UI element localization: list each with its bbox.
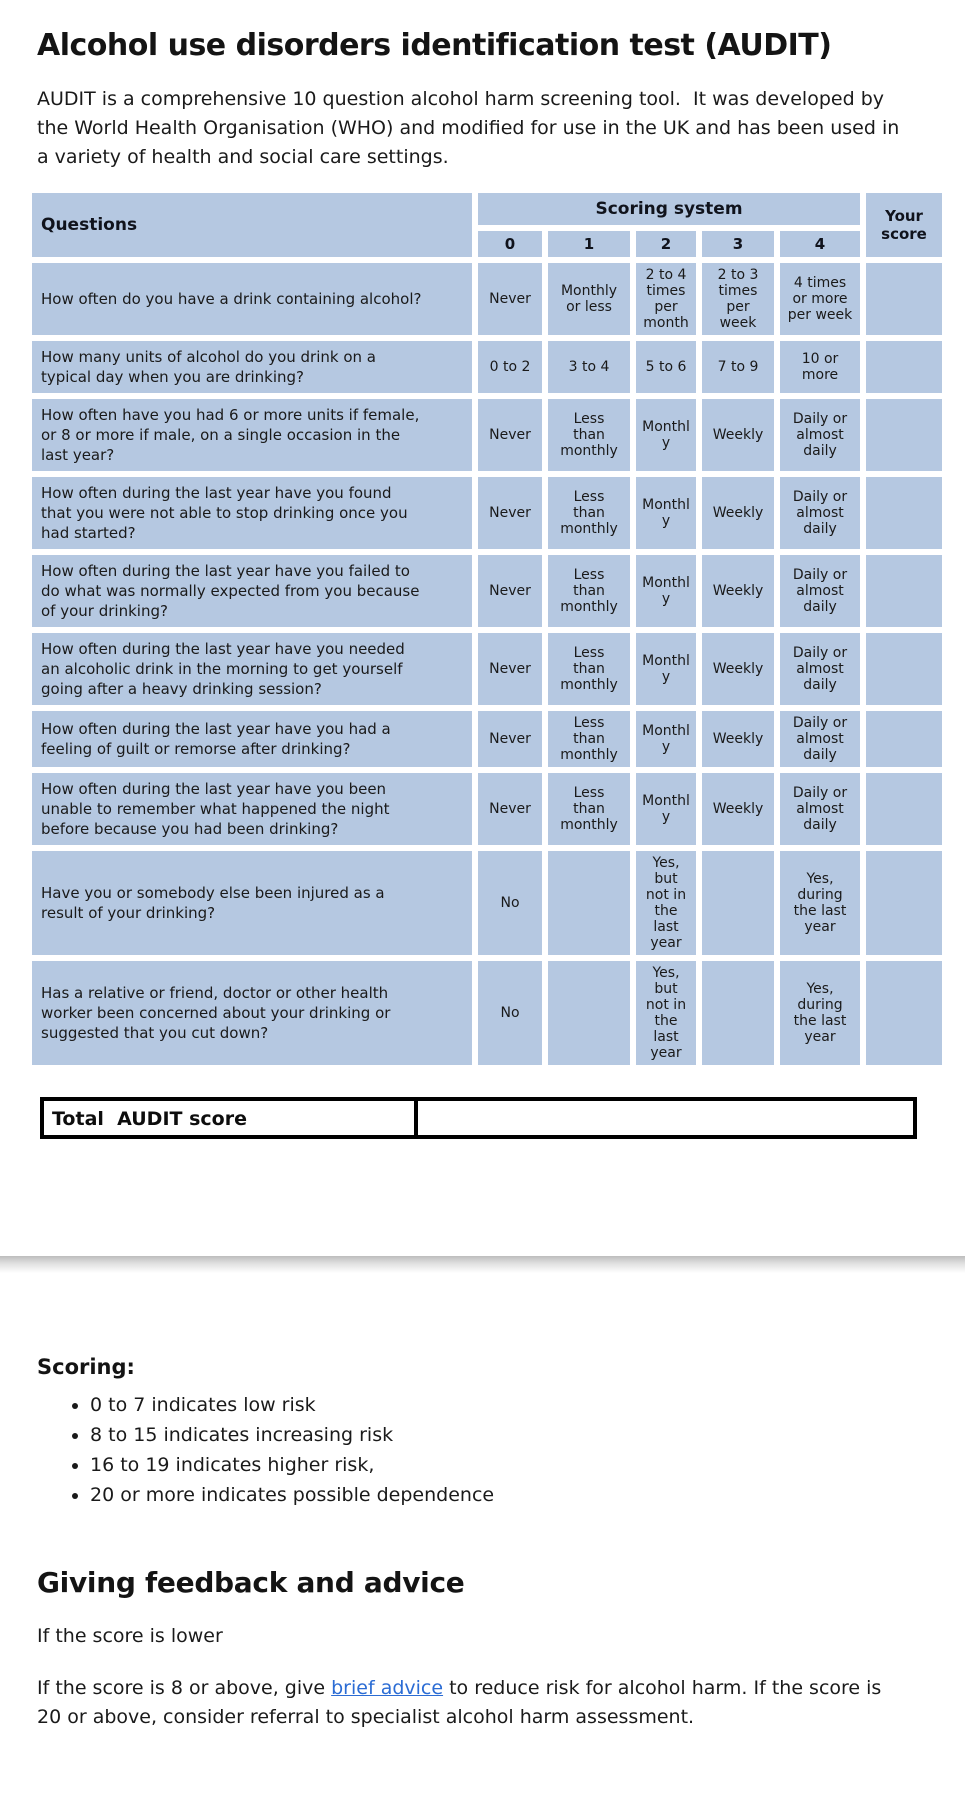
page-title: Alcohol use disorders identification test (AUDIT): [37, 28, 832, 63]
option-cell: [548, 851, 630, 955]
table-row: [32, 851, 942, 955]
table-row: [32, 711, 942, 767]
feedback-text-before-link: If the score is 8 or above, give: [37, 1677, 332, 1699]
score-column-4: 4: [780, 231, 860, 257]
option-cell: Yes, but not in the last year: [636, 961, 696, 1065]
audit-table: [26, 187, 948, 1071]
option-cell: Yes, during the last year: [780, 851, 860, 955]
your-score-cell: [866, 477, 942, 549]
score-column-0: 0: [478, 231, 542, 257]
your-score-cell: [866, 399, 942, 471]
option-cell: Never: [478, 555, 542, 627]
total-score-label: Total AUDIT score: [44, 1101, 418, 1135]
option-cell: Monthly or less: [548, 263, 630, 335]
option-cell: Daily or almost daily: [780, 399, 860, 471]
your-score-cell: [866, 633, 942, 705]
your-score-cell: [866, 341, 942, 393]
audit-table-body: [32, 263, 942, 1065]
option-cell: Never: [478, 477, 542, 549]
feedback-text-after-link: to reduce risk for alcohol harm. If the score is 20 or above, consider referral to specialist alcohol harm assessment.: [37, 1677, 882, 1728]
scoring-bullet-list: [37, 1395, 965, 1506]
table-row: [32, 773, 942, 845]
your-score-cell: [866, 711, 942, 767]
option-cell: 2 to 3 times per week: [702, 263, 774, 335]
option-cell: Never: [478, 399, 542, 471]
scoring-bullet: • 20 or more indicates possible dependence: [90, 1485, 965, 1506]
question-cell: How often have you had 6 or more units if female, or 8 or more if male, on a single occasion in the last year?: [32, 399, 472, 471]
scoring-bullet: • 16 to 19 indicates higher risk,: [90, 1455, 965, 1476]
score-column-3: 3: [702, 231, 774, 257]
scoring-bullet: • 0 to 7 indicates low risk: [90, 1395, 965, 1416]
total-score-value: [418, 1101, 913, 1135]
option-cell: Weekly: [702, 399, 774, 471]
option-cell: Monthly: [636, 555, 696, 627]
option-cell: Less than monthly: [548, 477, 630, 549]
question-cell: How often during the last year have you found that you were not able to stop drinking once you had started?: [32, 477, 472, 549]
option-cell: Monthly: [636, 399, 696, 471]
table-row: [32, 477, 942, 549]
scoring-heading: Scoring:: [37, 1355, 135, 1379]
option-cell: Monthly: [636, 477, 696, 549]
question-cell: How often during the last year have you had a feeling of guilt or remorse after drinking?: [32, 711, 472, 767]
table-header-row-1: [32, 193, 942, 225]
scoring-system-header: Scoring system: [478, 193, 860, 225]
question-cell: Have you or somebody else been injured as a result of your drinking?: [32, 851, 472, 955]
option-cell: Daily or almost daily: [780, 711, 860, 767]
brief-advice-link[interactable]: brief advice: [331, 1677, 444, 1699]
option-cell: Never: [478, 773, 542, 845]
option-cell: Less than monthly: [548, 399, 630, 471]
feedback-paragraph: [37, 1674, 909, 1732]
score-column-1: 1: [548, 231, 630, 257]
your-score-cell: [866, 961, 942, 1065]
your-score-cell: [866, 773, 942, 845]
option-cell: 10 or more: [780, 341, 860, 393]
option-cell: Monthly: [636, 773, 696, 845]
your-score-column-header: Your score: [866, 193, 942, 257]
feedback-heading: Giving feedback and advice: [37, 1566, 465, 1599]
your-score-cell: [866, 263, 942, 335]
option-cell: Less than monthly: [548, 633, 630, 705]
option-cell: Yes, during the last year: [780, 961, 860, 1065]
option-cell: Never: [478, 633, 542, 705]
intro-paragraph: AUDIT is a comprehensive 10 question alcohol harm screening tool. It was developed by the World Health Organisation (WHO) and modified for use in the UK and has been used in a variety of health and social care settings.: [37, 88, 906, 168]
option-cell: 0 to 2: [478, 341, 542, 393]
question-cell: How many units of alcohol do you drink on a typical day when you are drinking?: [32, 341, 472, 393]
question-cell: Has a relative or friend, doctor or other health worker been concerned about your drinking or suggested that you cut down?: [32, 961, 472, 1065]
option-cell: Never: [478, 711, 542, 767]
score-column-2: 2: [636, 231, 696, 257]
option-cell: 4 times or more per week: [780, 263, 860, 335]
option-cell: Monthly: [636, 711, 696, 767]
question-cell: How often during the last year have you been unable to remember what happened the night before because you had been drinking?: [32, 773, 472, 845]
option-cell: Monthly: [636, 633, 696, 705]
scoring-bullet: • 8 to 15 indicates increasing risk: [90, 1425, 965, 1446]
table-row: [32, 555, 942, 627]
option-cell: Weekly: [702, 555, 774, 627]
option-cell: Weekly: [702, 773, 774, 845]
option-cell: Yes, but not in the last year: [636, 851, 696, 955]
option-cell: No: [478, 851, 542, 955]
table-row: [32, 263, 942, 335]
option-cell: Less than monthly: [548, 711, 630, 767]
option-cell: 5 to 6: [636, 341, 696, 393]
option-cell: Less than monthly: [548, 773, 630, 845]
option-cell: Daily or almost daily: [780, 555, 860, 627]
option-cell: 3 to 4: [548, 341, 630, 393]
question-cell: How often do you have a drink containing alcohol?: [32, 263, 472, 335]
page-break-separator: [0, 1256, 965, 1273]
table-row: [32, 341, 942, 393]
option-cell: [702, 851, 774, 955]
feedback-line: If the score is lower: [37, 1625, 223, 1647]
table-row: [32, 961, 942, 1065]
table-row: [32, 399, 942, 471]
question-cell: How often during the last year have you failed to do what was normally expected from you because of your drinking?: [32, 555, 472, 627]
option-cell: 7 to 9: [702, 341, 774, 393]
option-cell: Daily or almost daily: [780, 773, 860, 845]
option-cell: Weekly: [702, 633, 774, 705]
option-cell: Weekly: [702, 711, 774, 767]
questions-column-header: Questions: [32, 193, 472, 257]
total-score-box: [40, 1097, 917, 1139]
option-cell: Daily or almost daily: [780, 477, 860, 549]
option-cell: [702, 961, 774, 1065]
your-score-cell: [866, 555, 942, 627]
question-cell: How often during the last year have you needed an alcoholic drink in the morning to get yourself going after a heavy drinking session?: [32, 633, 472, 705]
option-cell: Never: [478, 263, 542, 335]
option-cell: Less than monthly: [548, 555, 630, 627]
your-score-cell: [866, 851, 942, 955]
option-cell: [548, 961, 630, 1065]
option-cell: 2 to 4 times per month: [636, 263, 696, 335]
option-cell: Weekly: [702, 477, 774, 549]
option-cell: Daily or almost daily: [780, 633, 860, 705]
table-row: [32, 633, 942, 705]
option-cell: No: [478, 961, 542, 1065]
